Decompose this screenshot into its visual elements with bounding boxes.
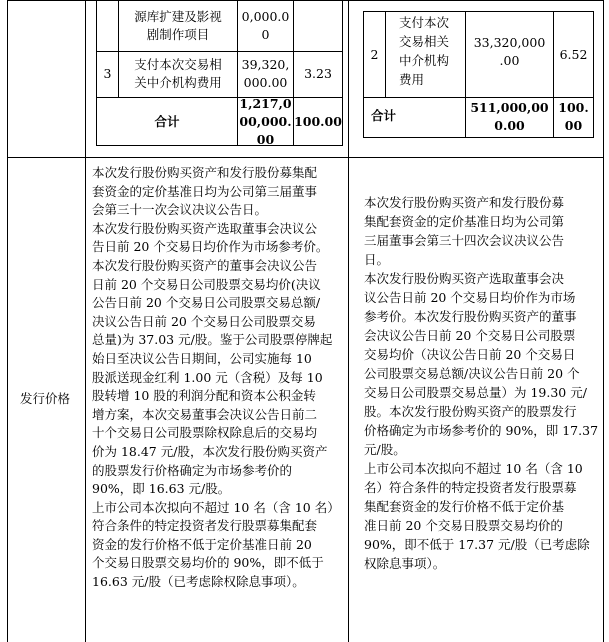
right-row2-amount: 33,320,000 .00 (473, 35, 546, 68)
issue-price-label: 发行价格 (20, 391, 71, 406)
left-row3-ratio: 3.23 (304, 66, 332, 81)
outer-border-left (7, 0, 8, 642)
right-row2-item: 支付本次 交易相关 中介机构 费用 (399, 15, 450, 87)
left-row3-num: 3 (103, 66, 112, 81)
right-total-amount: 511,000,00 0.00 (470, 100, 549, 133)
left-row3-amount: 39,320, 000.00 (241, 57, 290, 90)
issue-price-right-text: 本次发行股份购买资产和发行股份募 集配套资金的定价基准日均为公司第 三届董事会第三十四次会议决议公告 日。 本次发行股份购买资产选取董事会决 议公告日前 20 个交易日均价作为市场 参考价。本次发行股份购买资产的董事 会决议公告日前 20 个交易日公司股票 交易均价（决议公告日前 20 个交易日 公司股票交易总额/决议公告日前 20 个 交易日公司股票交易总量）为 19.30 元/ 股。本次发行股份购买资产的股票发行 价格确定为市场参考价的 90%，即 17.37 元/股。 上市公司本次拟向不超过 10 名（含 10 名）符合条件的特定投资者发行股票募 集配套资金的发行价格不低于定价基 准日前 20 个交易日股票交易均价的 90%，即不低于 17.37 元/股（已考虑除 权除息事项）。 (364, 195, 599, 571)
value-column-divider (348, 0, 349, 642)
outer-border-right (603, 0, 604, 642)
section-divider (7, 157, 603, 158)
left-row2-amount: 0,000.0 0 (241, 9, 290, 42)
left-row3-item: 支付本次交易相 关中介机构费用 (134, 57, 222, 90)
right-row2-num: 2 (370, 47, 379, 62)
left-total-ratio: 100.00 (294, 114, 342, 129)
right-row2-ratio: 6.52 (559, 47, 588, 62)
issue-price-left-text: 本次发行股份购买资产和发行股份募集配 套资金的定价基准日均为公司第三届董事 会第三十一次会议决议公告日。 本次发行股份购买资产选取董事会决议公 告日前 20 个交易日均价作为市场参考价。 本次发行股份购买资产的董事会决议公告 日前 20 个交易日公司股票交易均价(决议 公告日前 20 个交易日公司股票交易总额/ 决议公告日前 20 个交易日公司股票交易 总量)为 37.03 元/股。鉴于公司股票停牌起 始日至决议公告日期间，公司实施每 10 股派送现金红利 1.00 元（含税）及每 10 股转增 10 股的利润分配和资本公积金转 增方案，本次交易董事会决议公告日前二 十个交易日公司股票除权除息后的交易均 价为 18.47 元/股，本次发行股份购买资产 的股票发行价格确定为市场参考价的 90%，即 16.63 元/股。 上市公司本次拟向不超过 10 名（含 10 名） 符合条件的特定投资者发行股票募集配套 资金的发行价格不低于定价基准日前 20 个交易日股票交易均价的 90%，即不低于 16.63 元/股（已考虑除权除息事项）。 (92, 165, 340, 590)
right-total-ratio: 100. 00 (558, 100, 589, 133)
label-column-divider (85, 0, 86, 642)
right-total-label: 合计 (371, 108, 397, 123)
left-row2-item: 源库扩建及影视 剧制作项目 (134, 9, 222, 42)
left-total-amount: 1,217,0 00,000. 00 (239, 96, 292, 147)
left-total-label: 合计 (154, 114, 180, 129)
